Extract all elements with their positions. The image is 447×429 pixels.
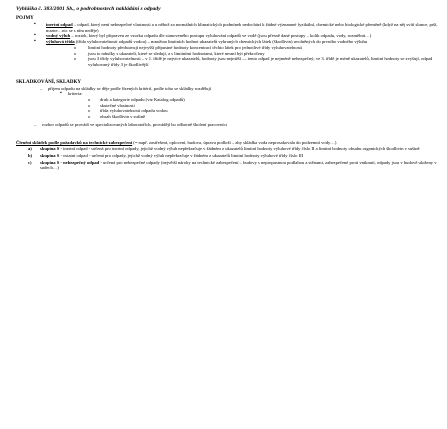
type-term: skupina S [40,146,60,152]
list-item: o třída vyluhovatelnosti odpadu vodou [88,108,440,114]
cleneni-rest: (= např. zastřešení, oplocení, budova, úprava podloží – aby skládka voda neprosakovala do podzemní vody…) [132,139,337,145]
list-item: o jsou to tabulky s ukazateli, které se sledují, a s limitními hodnotami, které nesmí být překročeny [74,51,440,57]
pojmy-list [16,22,440,68]
skladovani-list [16,86,440,120]
skladka-type-a [28,146,440,152]
kriteria-label: kriteria: [68,91,83,97]
document-title: Vyhláška č. 383/2001 Sb., o podrobnostech nakládání s odpady [16,6,161,12]
list-item-text: přijem odpadu na skládky se děje podle řízených kritérií, podle toho se skládky rozdělují [48,85,212,91]
list-marker: a) [28,146,32,152]
definition-inertni: – odpad, který není nebezpečné vlastnosti a u něhož za normálních klimatických podmínek nedochází k žádné významné fyzikální, chemické nebo biologické přeměně (když na něj svítí slunce, prší, mrzne…nic se s ním neděje) [46,22,438,33]
list-item-kriteria [60,91,440,120]
type-term: skupina S - nebezpečný odpad [40,159,100,165]
term-trida: výluhová třída [46,39,75,45]
type-text: - ostatní odpad - určená pro odpady, jejichž vodný výluh nepřekračuje v žádném z ukazatelů limitní hodnoty výluhové třídy číslo III [59,152,304,158]
list-marker: b) [28,152,33,158]
list-item-rozbor: – rozbor odpadů se provádí ve specializovaných laboratořích, provádějí ho odborně školení pracovníci [34,122,440,128]
document-page [16,6,440,171]
definition-trida: (třída vyluhovatelnosti odpadů vodou) – množina limitních hodnot ukazatelů vybraných chemických látek (škodlivin) uvolněných do prvního vodného výluhu [74,39,368,45]
rozbor-list [16,122,440,128]
skladka-type-c [28,160,440,171]
term-vyluh: vodný výluh [46,33,71,39]
list-item-prijem [40,86,440,120]
section-heading-pojmy: POJMY [16,16,34,21]
kriteria-sublist [68,97,440,120]
list-item: o skutečné vlastnosti [88,103,440,109]
skladky-types-list [16,146,440,171]
list-item: o druh a kategorie odpadu (viz Katalog odpadů) [88,97,440,103]
list-item: o obsah škodlivin v sušině [88,114,440,120]
term-inertni: inertní odpad [46,22,73,27]
list-item: o jsou 3 třídy vyluhovatelnosti – v 1. třídě je nejvíce ukazatelů, hodnoty jsou nejnižší — tento odpad je nejméně nebezpečný; ve 3. třídě je méně ukazatelů, limitní hodnoty se zvyšují, odpad vyluhovaný třídy 3 je škodlivější [74,56,440,67]
list-item-trida [36,39,440,68]
cleneni-lead: Členění skládek podle požadavků na technické zabezpečení [16,139,133,145]
type-term: skupina S [40,152,60,158]
cleneni-paragraph [16,140,440,146]
list-item: o limitní hodnoty představují nejvyšší přípustné hodnoty koncentrací těchto látek pro jednotlivé třídy vyluhovatelnosti [74,45,440,51]
skladka-type-b [28,153,440,159]
section-heading-skladovani: SKLADKOVÁNÍ, SKLADKY [16,79,82,85]
kriteria-list [48,91,440,120]
list-item-inertni [36,22,440,33]
list-marker: c) [28,159,32,165]
type-text: - určená pro nebezpečné odpady (největší nároky na technické zabezpečení – budovy s nepropustnou podlahou a stěnami, zabezpečené proti vniknutí, odpady jsou v budově uloženy v sudech…) [40,159,437,171]
type-text: - inertní odpad - určená pro inertní odpady, jejichž vodný výluh nepřekračuje v žádném z ukazatelů limitní hodnoty výluhové třídy číslo II a limitní hodnoty obsahu organických škodlivin v sušině [59,146,420,152]
definition-vyluh: – roztok, který byl připraven ze vzorku odpadu dle stanoveného postupu vyluhování odpadů ve vodě (jsou přesně dané postupy – kolik odpadu, vody, rozmělnit…) [70,33,372,39]
trida-sublist [46,45,440,68]
